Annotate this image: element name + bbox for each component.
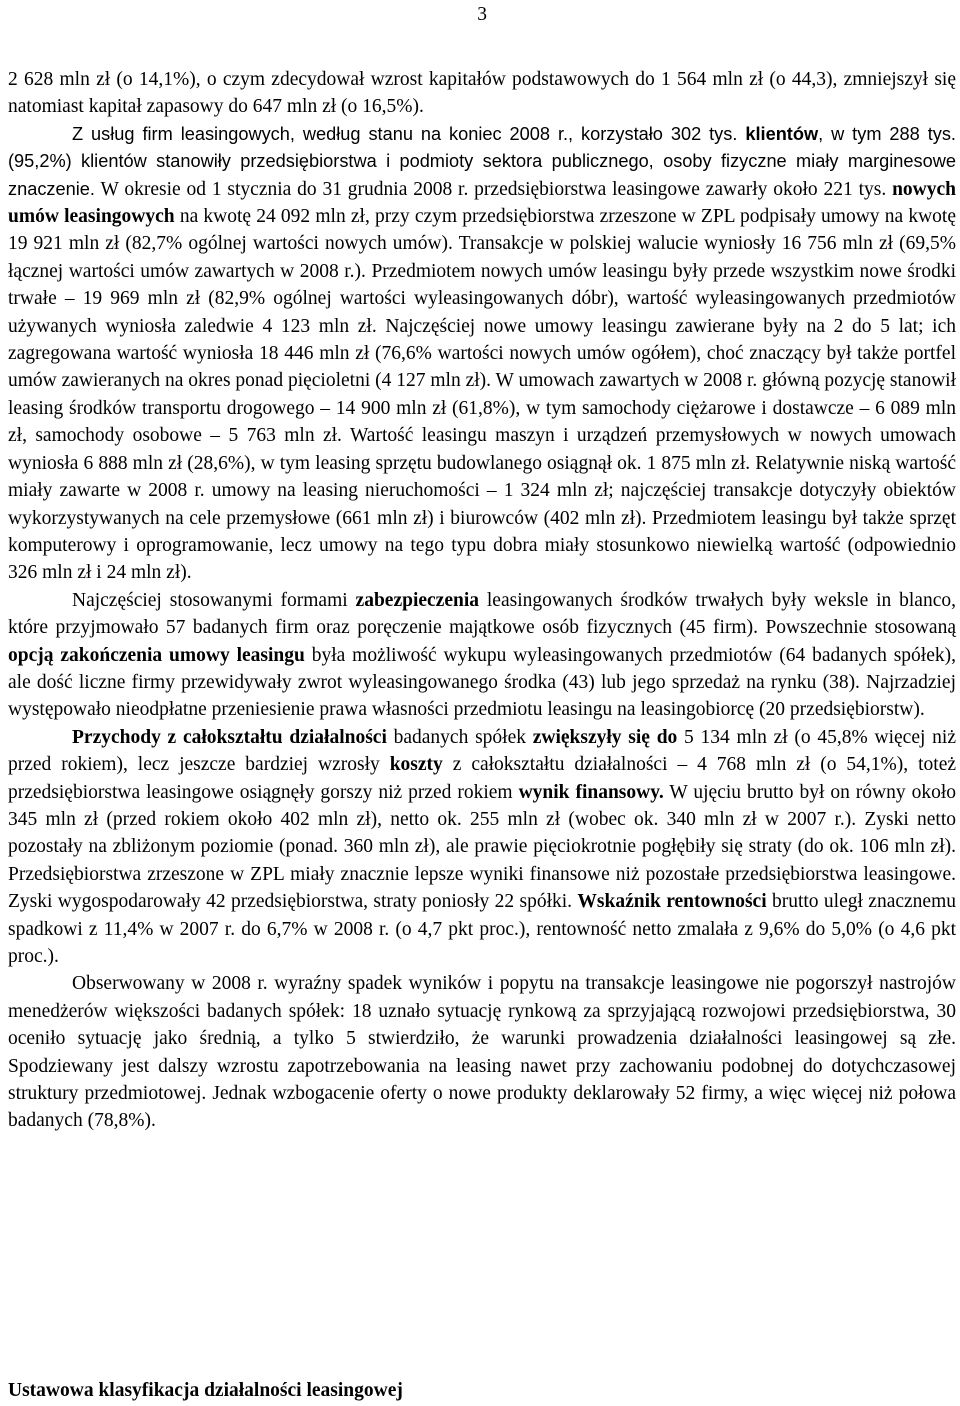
paragraph-text: Najczęściej stosowanymi formami (72, 589, 356, 611)
bold-term-termination-option: opcją zakończenia umowy leasingu (8, 644, 305, 666)
bold-term-new-contracts: nowych umów leasingowych (8, 178, 956, 228)
paragraph-text: W ujęciu brutto był on równy około 345 mln zł (przed rokiem około 402 mln zł), netto ok. 255 mln zł (wobec ok. 340 mln zł w 2007 r.). Zyski netto pozostały na zbliżonym poziomie (ponad. 360 mln zł), ale prawie pięciokrotnie pogłębiły się straty (do ok. 106 mln zł). Przedsiębiorstwa zrzeszone w ZPL miały znacznie lepsze wyniki finansowe niż pozostałe przedsiębiorstwa leasingowe. Zyski wygospodarowały 42 przedsiębiorstwa, straty poniosły 22 spółki. (8, 781, 956, 913)
paragraph-text: , w tym 288 tys. (95,2%) klientów stanowiły przedsiębiorstwa i podmioty sektora publicznego, osoby fizyczne miały marginesowe znaczenie. (8, 123, 956, 199)
bold-term-profitability: Wskaźnik rentowności (577, 891, 767, 913)
paragraph-text: brutto uległ znacznemu spadkowi z 11,4% w 2007 r. do 6,7% w 2008 r. (o 4,7 pkt proc.), rentowność netto zmalała z 9,6% do 5,0% (o 4,6 pkt proc.). (8, 891, 956, 967)
paragraph-capital (8, 66, 956, 121)
bold-term-costs: koszty (389, 754, 443, 776)
paragraph-text: badanych spółek (386, 726, 533, 748)
bold-term-increased: zwiększyły się do (532, 726, 678, 748)
paragraph-outlook (8, 970, 956, 1134)
paragraph-text: Z usług firm leasingowych, według stanu na koniec 2008 r., korzystało 302 tys. (72, 123, 746, 144)
paragraph-text: 5 134 mln zł (o 45,8% więcej niż przed rokiem), lecz jeszcze bardziej wzrosły (8, 726, 956, 776)
section-heading: Ustawowa klasyfikacja działalności leasingowej (8, 1380, 403, 1401)
bold-term-revenues: Przychody z całokształtu działalności (72, 726, 387, 748)
paragraph-text: z całokształtu działalności – 4 768 mln zł (o 54,1%), toteż przedsiębiorstwa leasingowe osiągnęły gorszy niż przed rokiem (8, 754, 956, 803)
bold-term-clients: klientów (745, 123, 819, 144)
paragraph-clients (8, 121, 956, 587)
paragraph-text: na kwotę 24 092 mln zł, przy czym przedsiębiorstwa zrzeszone w ZPL podpisały umowy na kwotę 19 921 mln zł (82,7% ogólnej wartości nowych umów). Transakcje w polskiej walucie wyniosły 16 756 mln zł (69,5% łącznej wartości umów zawartych w 2008 r.). Przedmiotem nowych umów leasingu były przede wszystkim nowe środki trwałe – 19 969 mln zł (82,9% ogólnej wartości wyleasingowanych dóbr), wartość wyleasingowanych przedmiotów używanych wyniosła zaledwie 4 123 mln zł. Najczęściej nowe umowy leasingu zawierane były na 2 do 5 lat; ich zagregowana wartość wyniosła 18 446 mln zł (76,6% wartości nowych umów ogółem), choć znaczący był także portfel umów zawieranych na okres ponad pięcioletni (4 127 mln zł). W umowach zawartych w 2008 r. główną pozycję stanowił leasing środków transportu drogowego – 14 900 mln zł (61,8%), w tym samochody ciężarowe i dostawcze – 6 089 mln zł, samochody osobowe – 5 763 mln zł. Wartość leasingu maszyn i urządzeń przemysłowych w nowych umowach wyniosła 6 888 mln zł (28,6%), w tym leasing sprzętu budowlanego osiągnął ok. 1 875 mln zł. Relatywnie niską wartość miały zawarte w 2008 r. umowy na leasing nieruchomości – 1 324 mln zł; najczęściej transakcje dotyczyły obiektów wykorzystywanych na cele przemysłowe (661 mln zł) i biurowców (402 mln zł). Przedmiotem leasingu był także sprzęt komputerowy i oprogramowanie, lecz umowy na tego typu dobra miały stosunkowo niewielką wartość (odpowiednio 326 mln zł i 24 mln zł). (8, 206, 957, 584)
paragraph-text: W okresie od 1 stycznia do 31 grudnia 2008 r. przedsiębiorstwa leasingowe zawarły około 221 tys. (94, 178, 893, 200)
paragraph-collateral (8, 587, 956, 724)
document-body (8, 66, 956, 1135)
paragraph-text: Obserwowany w 2008 r. wyraźny spadek wyników i popytu na transakcje leasingowe nie pogorszył nastrojów menedżerów większości badanych spółek: 18 uznało sytuację rynkową za sprzyjającą rozwojowi przedsiębiorstwa, 30 oceniło sytuację jako średnią, a tylko 5 stwierdziło, że warunki prowadzenia działalności leasingowej są złe. Spodziewany jest dalszy wzrostu zapotrzebowania na leasing nawet przy zachowaniu podobnej do dotychczasowej struktury przedmiotowej. Jednak wzbogacenie oferty o nowe produkty deklarowały 52 firmy, a więc więcej niż połowa badanych (78,8%). (8, 973, 956, 1132)
bold-term-collateral: zabezpieczenia (355, 589, 480, 611)
bold-term-financial-result: wynik finansowy. (518, 781, 664, 803)
page-number: 3 (477, 4, 487, 25)
paragraph-text: leasingowanych środków trwałych były weksle in blanco, które przyjmowało 57 badanych firm oraz poręczenie majątkowe osób fizycznych (45 firm). Powszechnie stosowaną (8, 589, 956, 639)
paragraph-text: była możliwość wykupu wyleasingowanych przedmiotów (64 badanych spółek), ale dość liczne firmy przewidywały zwrot wyleasingowanego środka (43) lub jego sprzedaż na rynku (38). Najrzadziej występowało nieodpłatne przeniesienie prawa własności przedmiotu leasingu na leasingobiorcę (20 przedsiębiorstw). (8, 644, 956, 721)
paragraph-text: 2 628 mln zł (o 14,1%), o czym zdecydował wzrost kapitałów podstawowych do 1 564 mln zł (o 44,3), zmniejszył się natomiast kapitał zapasowy do 647 mln zł (o 16,5%). (8, 69, 956, 118)
paragraph-financial-results (8, 724, 956, 971)
